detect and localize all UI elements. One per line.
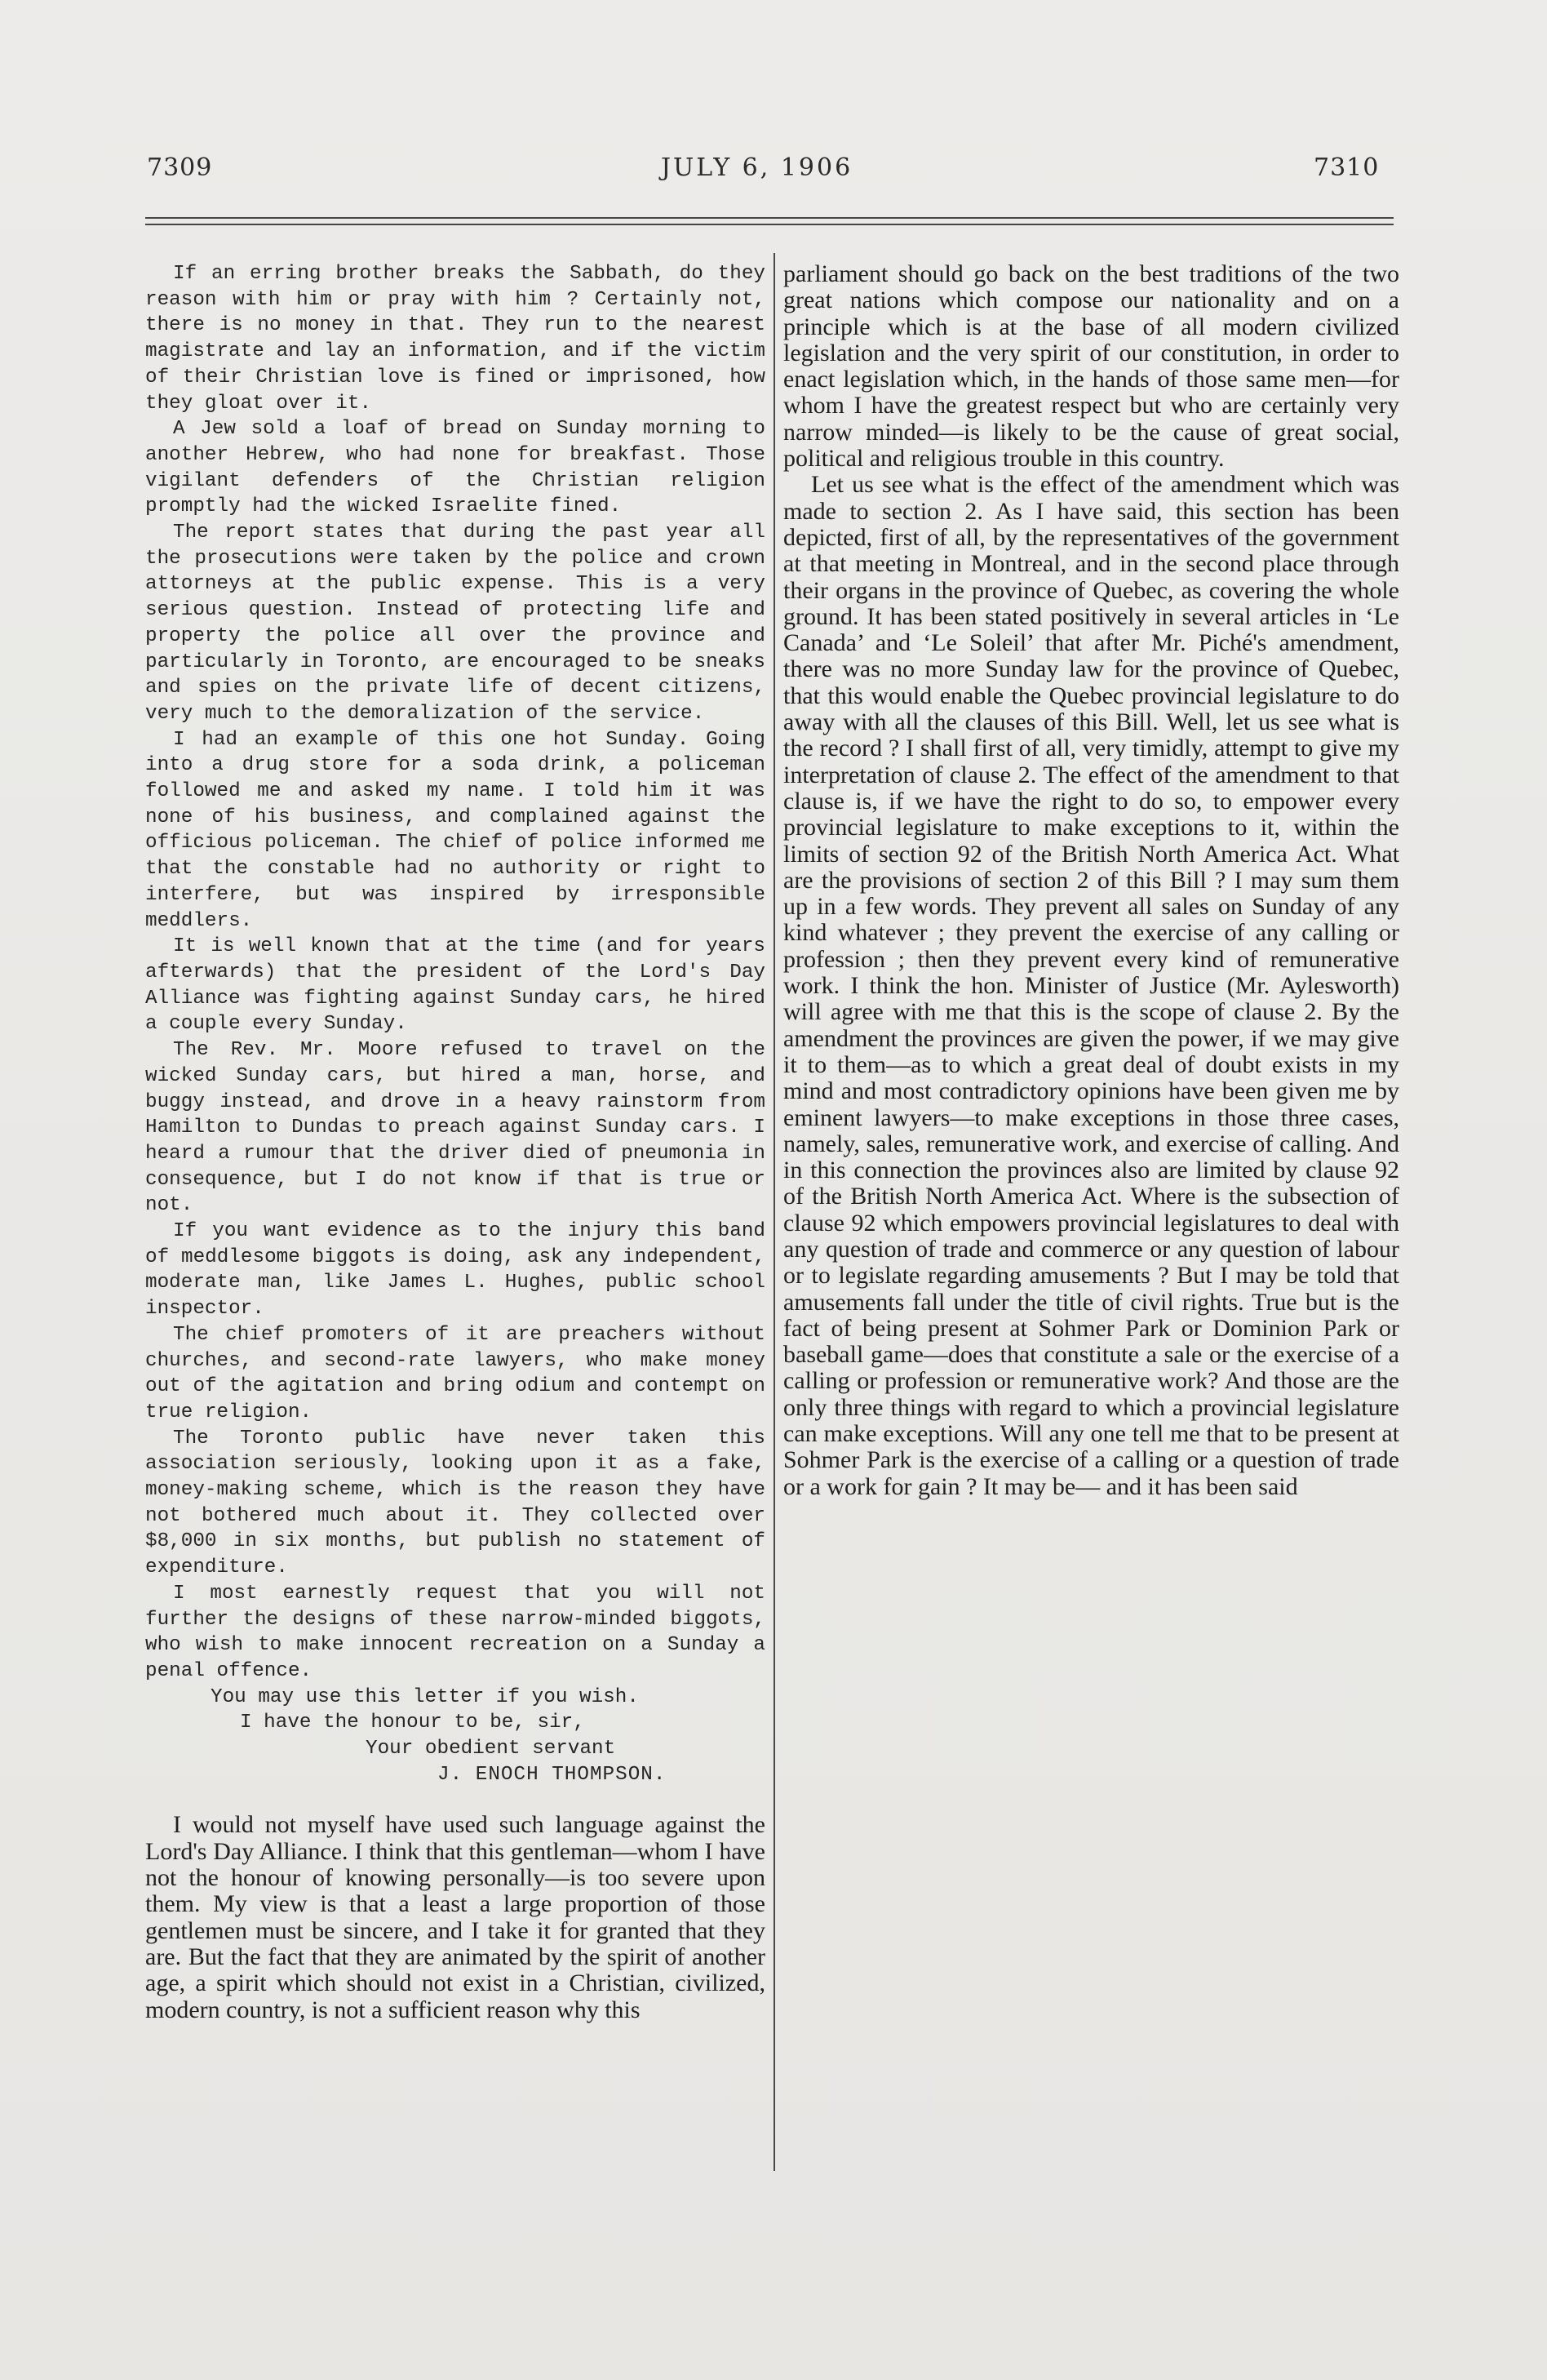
letter-paragraph: The chief promoters of it are preachers without churches, and second-rate lawyers, who make money out of the agitation and bring odium and contempt on true religion.: [145, 1323, 765, 1423]
letter-paragraph: If an erring brother breaks the Sabbath, do they reason with him or pray with him ? Certainly not, there is no money in that. They run to the nearest magistrate and lay an information, and if the victim of their Christian love is fined or imprisoned, how they gloat over it.: [145, 263, 765, 415]
speech-paragraph: Let us see what is the effect of the amendment which was made to section 2. As I have said, this section has been depicted, first of all, by the representatives of the government at that meeting in Montreal, and in the second place through their organs in the province of Quebec, as covering the whole ground. It has been stated positively in several articles in ‘Le Canada’ and ‘Le Soleil’ that after Mr. Piché's amendment, there was no more Sunday law for the province of Quebec, that this would enable the Quebec provincial legislature to do away with all the clauses of this Bill. Well, let us see what is the record ? I shall first of all, very timidly, attempt to give my interpretation of clause 2. The effect of the amendment to that clause is, if we have the right to do so, to empower every provincial legislature to make exceptions to it, within the limits of section 92 of the British North America Act. What are the provisions of section 2 of this Bill ? I may sum them up in a few words. They prevent all sales on Sunday of any kind whatever ; they prevent the exercise of any calling or profession ; then they prevent every kind of remunerative work. I think the hon. Minister of Justice (Mr. Aylesworth) will agree with me that this is the scope of clause 2. By the amendment the provinces are given the power, if we may give it to them—as to which a great deal of doubt exists in my mind and most contradictory opinions have been given me by eminent lawyers—to make exceptions in those three cases, namely, sales, remunerative work, and exercise of calling. And in this connection the provinces also are limited by clause 92 of the British North America Act. Where is the subsection of clause 92 which empowers provincial legislatures to deal with any question of trade and commerce or any question of labour or to legislate regarding amusements ? But I may be told that amusements fall under the title of civil rights. True but is the fact of being present at Sohmer Park or Dominion Park or baseball game—does that constitute a sale or the exercise of a calling or profession or remunerative work? And those are the only three things with regard to which a provincial legislature can make exceptions. Will any one tell me that to be present at Sohmer Park is the exercise of a calling or a question of trade or a work for gain ? It may be— and it has been said: [783, 471, 1399, 1500]
speech-paragraph: parliament should go back on the best traditions of the two great nations which compose our nationality and on a principle which is at the base of all modern civilized legislation and the very spirit of our constitution, in order to enact legislation which, in the hands of those same men—for whom I have the greatest respect but who are certainly very narrow minded—is likely to be the cause of great social, political and religious trouble in this country.: [783, 261, 1399, 473]
page-number-left: 7309: [147, 153, 213, 182]
letter-signature: J. ENOCH THOMPSON.: [437, 1763, 667, 1786]
letter-paragraph: I had an example of this one hot Sunday. Going into a drug store for a soda drink, a policeman followed me and asked my name. I told him it was none of his business, and complained against the officious policeman. The chief of police informed me that the constable had no authority or right to interfere, but was inspired by irresponsible meddlers.: [145, 728, 765, 932]
header-double-rule: [145, 217, 1394, 225]
letter-closing-line: You may use this letter if you wish.: [211, 1685, 639, 1708]
page-number-right: 7310: [1314, 153, 1380, 182]
letter-paragraph: The Rev. Mr. Moore refused to travel on the wicked Sunday cars, but hired a man, horse, and buggy instead, and drove in a heavy rainstorm from Hamilton to Dundas to preach against Sunday cars. I heard a rumour that the driver died of pneumonia in consequence, but I do not know if that is true or not.: [145, 1039, 765, 1217]
letter-closing-line: I have the honour to be, sir,: [240, 1712, 585, 1734]
letter-paragraph: The Toronto public have never taken this association seriously, looking upon it as a fake, money-making scheme, which is the reason they have not bothered much about it. They collected over $8,000 in six months, but publish no statement of expenditure.: [145, 1427, 765, 1579]
letter-paragraph: If you want evidence as to the injury this band of meddlesome biggots is doing, ask any independent, moderate man, like James L. Hughes, public school inspector.: [145, 1220, 765, 1321]
speech-text-left: [145, 1812, 765, 2023]
column-divider: [774, 253, 775, 2171]
quoted-letter: [145, 261, 765, 1787]
page-date-header: JULY 6, 1906: [661, 153, 853, 182]
letter-paragraph: I most earnestly request that you will not further the designs of these narrow-minded biggots, who wish to make innocent recreation on a Sunday a penal offence.: [145, 1582, 765, 1682]
speech-paragraph: I would not myself have used such language against the Lord's Day Alliance. I think that this gentleman—whom I have not the honour of knowing personally—is too severe upon them. My view is that a least a large proportion of those gentlemen must be sincere, and I take it for granted that they are. But the fact that they are animated by the spirit of another age, a spirit which should not exist in a Christian, civilized, modern country, is not a sufficient reason why this: [145, 1811, 765, 2023]
right-column: [783, 261, 1399, 2163]
left-column: [145, 261, 765, 2163]
letter-closing-line: Your obedient servant: [366, 1738, 616, 1761]
letter-paragraph: The report states that during the past year all the prosecutions were taken by the police and crown attorneys at the public expense. This is a very serious question. Instead of protecting life and property the police all over the province and particularly in Toronto, are encouraged to be sneaks and spies on the private life of decent citizens, very much to the demoralization of the service.: [145, 522, 765, 725]
speech-text-right: [783, 261, 1399, 1500]
letter-paragraph: It is well known that at the time (and for years afterwards) that the president of the Lord's Day Alliance was fighting against Sunday cars, he hired a couple every Sunday.: [145, 935, 765, 1036]
letter-paragraph: A Jew sold a loaf of bread on Sunday morning to another Hebrew, who had none for breakfast. Those vigilant defenders of the Christian religion promptly had the wicked Israelite fined.: [145, 418, 765, 518]
